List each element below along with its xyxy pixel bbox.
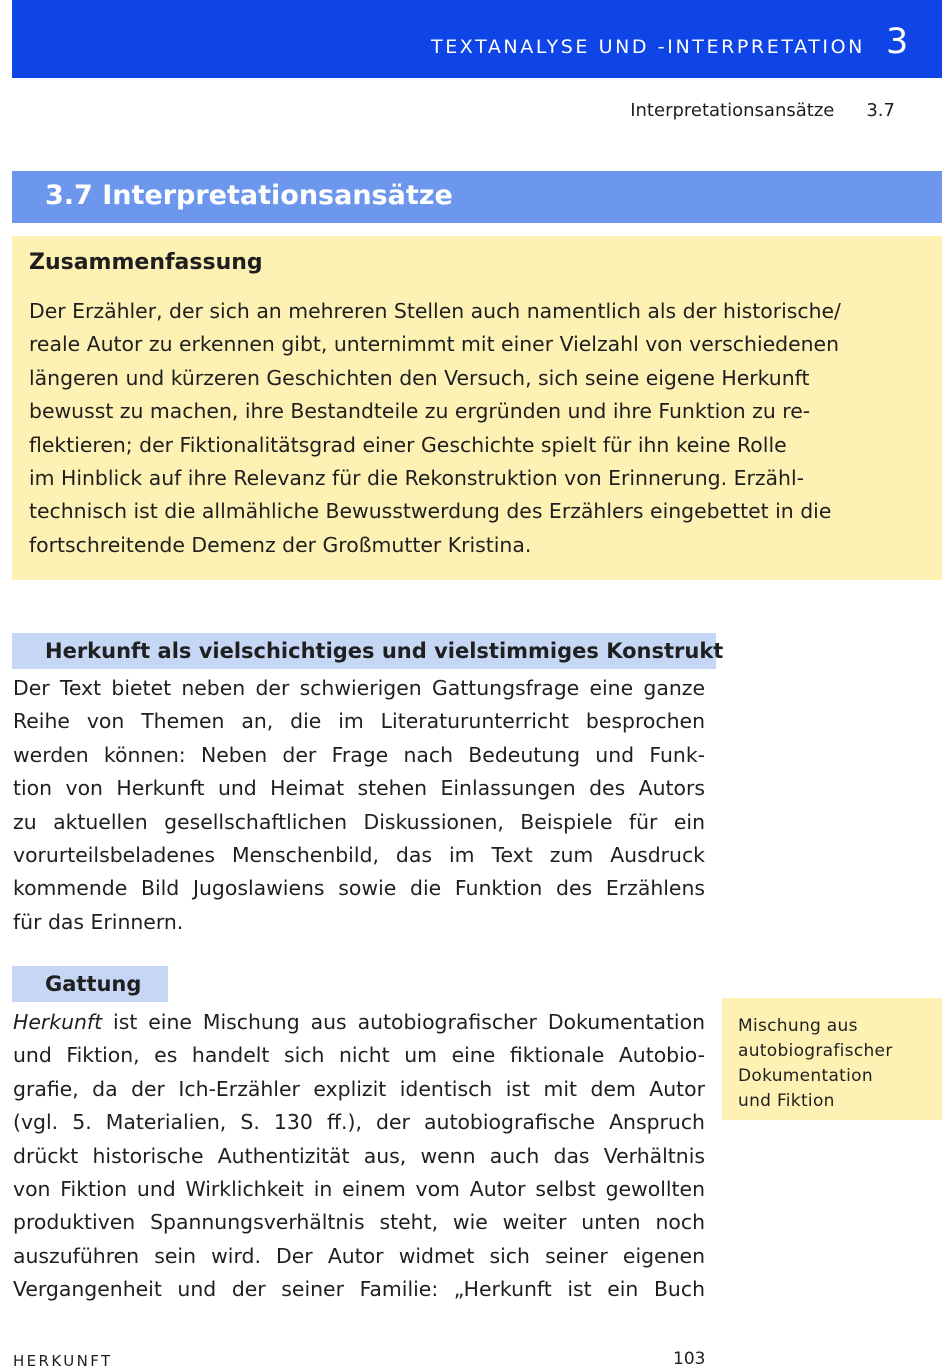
summary-line: fortschreitende Demenz der Großmutter Kristina.	[29, 532, 532, 557]
summary-line: längeren und kürzeren Geschichten den Versuch, sich seine eigene Herkunft	[29, 365, 810, 390]
margin-note-line: autobiografischer	[738, 1041, 893, 1061]
footer-book-title: HERKUNFT	[13, 1352, 113, 1370]
paragraph-line: (vgl. 5. Materialien, S. 130 ff.), der autobiografische Anspruch	[13, 1110, 705, 1135]
paragraph-line: kommende Bild Jugoslawiens sowie die Funktion des Erzählens	[13, 876, 705, 901]
margin-note-line: Mischung aus	[738, 1016, 858, 1036]
paragraph-line: werden können: Neben der Frage nach Bedeutung und Funk-	[13, 742, 705, 767]
paragraph-line: produktiven Spannungsverhältnis steht, wie weiter unten noch	[13, 1210, 705, 1235]
summary-heading: Zusammenfassung	[29, 250, 263, 275]
paragraph-line: vorurteilsbeladenes Menschenbild, das im Text zum Ausdruck	[13, 843, 705, 868]
running-title: Interpretationsansätze	[630, 100, 835, 121]
margin-note	[722, 998, 942, 1120]
paragraph-gattung	[13, 1006, 705, 1307]
summary-line: flektieren; der Fiktionalitätsgrad einer Geschichte spielt für ihn keine Rolle	[29, 432, 787, 457]
subsection-title: Herkunft als vielschichtiges und vielstimmiges Konstrukt	[45, 639, 724, 663]
paragraph-line: Reihe von Themen an, die im Literaturunterricht besprochen	[13, 709, 705, 734]
paragraph-line: Der Text bietet neben der schwierigen Gattungsfrage eine ganze	[13, 676, 705, 700]
paragraph-line-text: ist eine Mischung aus autobiografischer Dokumentation	[102, 1010, 705, 1034]
margin-note-line: Dokumentation	[738, 1066, 873, 1086]
paragraph-line	[13, 1006, 705, 1039]
chapter-header-bar	[12, 0, 942, 78]
running-head	[630, 100, 895, 121]
paragraph-herkunft	[13, 672, 705, 939]
paragraph-line: grafie, da der Ich-Erzähler explizit identisch ist mit dem Autor	[13, 1076, 705, 1101]
paragraph-line: tion von Herkunft und Heimat stehen Einlassungen des Autors	[13, 776, 705, 801]
summary-line: bewusst zu machen, ihre Bestandteile zu ergründen und ihre Funktion zu re-	[29, 399, 811, 424]
summary-line: technisch ist die allmähliche Bewusstwerdung des Erzählers eingebettet in die	[29, 499, 832, 524]
chapter-number: 3	[886, 22, 909, 62]
summary-line: reale Autor zu erkennen gibt, unternimmt mit einer Vielzahl von verschiedenen	[29, 332, 840, 357]
chapter-title: TEXTANALYSE UND -INTERPRETATION	[431, 36, 865, 58]
subsection-heading-herkunft	[12, 633, 724, 669]
summary-line: im Hinblick auf ihre Relevanz für die Rekonstruktion von Erinnerung. Erzähl-	[29, 466, 804, 491]
paragraph-line: drückt historische Authentizität aus, wenn auch das Verhältnis	[13, 1143, 705, 1168]
subsection-title: Gattung	[45, 972, 142, 996]
subsection-heading-gattung	[12, 966, 168, 1002]
summary-line: Der Erzähler, der sich an mehreren Stellen auch namentlich als der historische/	[29, 299, 841, 323]
margin-note-line: und Fiktion	[738, 1091, 835, 1111]
paragraph-line: zu aktuellen gesellschaftlichen Diskussionen, Beispiele für ein	[13, 809, 705, 834]
margin-note-text	[738, 1014, 893, 1114]
paragraph-line: von Fiktion und Wirklichkeit in einem vom Autor selbst gewollten	[13, 1177, 705, 1202]
footer-page-number: 103	[673, 1349, 706, 1369]
running-number: 3.7	[866, 100, 895, 121]
paragraph-line: für das Erinnern.	[13, 909, 184, 934]
section-title: 3.7 Interpretationsansätze	[45, 180, 453, 211]
italic-book-title: Herkunft	[13, 1010, 103, 1034]
summary-box	[12, 236, 942, 580]
paragraph-line: und Fiktion, es handelt sich nicht um eine fiktionale Autobio-	[13, 1043, 705, 1068]
section-heading-bar	[12, 171, 942, 223]
paragraph-line: auszuführen sein wird. Der Autor widmet sich seiner eigenen	[13, 1243, 705, 1268]
paragraph-line: Vergangenheit und der seiner Familie: „Herkunft ist ein Buch	[13, 1277, 705, 1302]
summary-text	[29, 295, 899, 562]
